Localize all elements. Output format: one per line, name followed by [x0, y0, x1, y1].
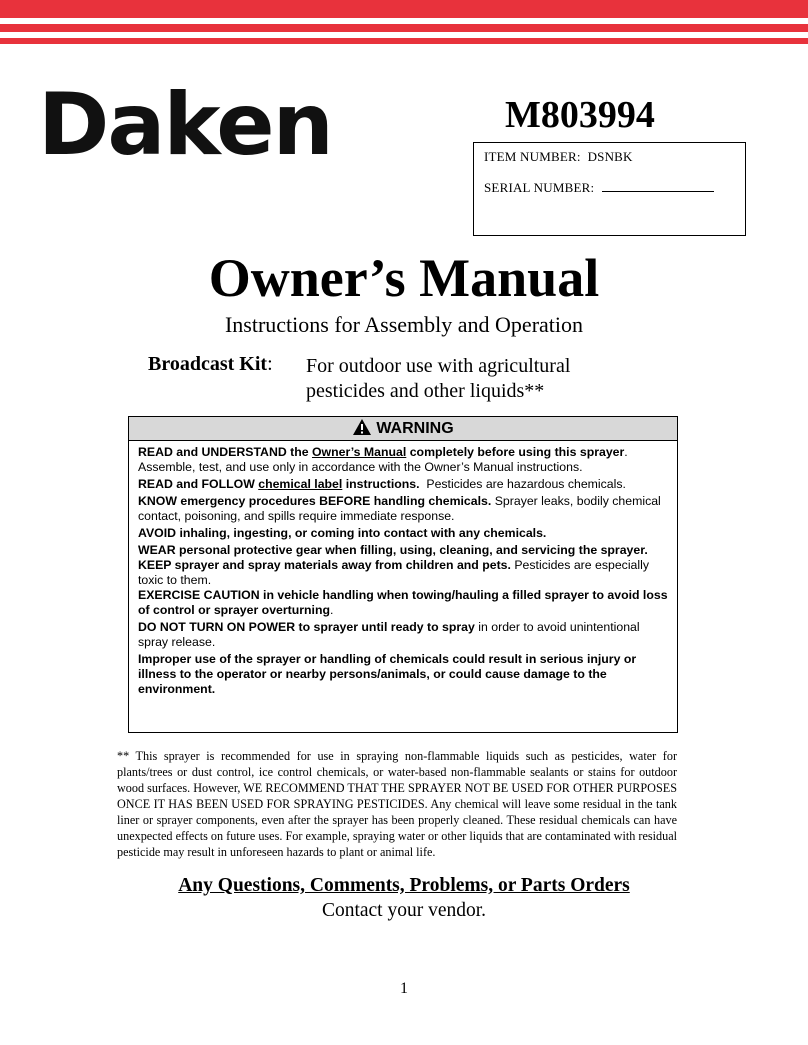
- warning-keep: KEEP sprayer and spray materials away from children and pets. Pesticides are especially toxic to them.: [138, 558, 650, 587]
- warning-power: DO NOT TURN ON POWER to sprayer until ready to spray in order to avoid unintentional spray release.: [138, 620, 640, 649]
- questions-heading: Any Questions, Comments, Problems, or Parts Orders: [178, 875, 630, 896]
- warning-read-manual: READ and UNDERSTAND the Owner’s Manual completely before using this sprayer. Assemble, test, and use only in accordance with the Owner’s Manual instructions.: [138, 445, 628, 474]
- warning-avoid: AVOID inhaling, ingesting, or coming into contact with any chemicals.: [138, 526, 547, 540]
- kit-description: [306, 354, 570, 404]
- kit-label: [148, 353, 273, 376]
- stripe-top: [0, 0, 808, 18]
- chemical-label-ref: chemical label: [258, 477, 343, 491]
- item-info-box: [473, 142, 746, 236]
- warning-emergency: KNOW emergency procedures BEFORE handling chemicals. Sprayer leaks, bodily chemical contact, poisoning, and spills require immediate response.: [138, 494, 661, 523]
- page-subtitle: Instructions for Assembly and Operation: [224, 312, 584, 337]
- daken-logo: Daken: [38, 75, 332, 175]
- warning-header: [129, 417, 677, 441]
- owners-manual-ref: Owner’s Manual: [311, 445, 407, 459]
- footnote: ** This sprayer is recommended for use in spraying non-flammable liquids such as pesticides, water for plants/trees or dust control, ice control chemicals, or water-based non-flammable sealants or stains for outdoor wood surfaces. However, WE RECOMMEND THAT THE SPRAYER NOT BE USED FOR OTHER PURPOSES ONCE IT HAS BEEN USED FOR SPRAYING PESTICIDES. Any chemical will leave some residual in the tank liner or sprayer components, even after the sprayer has been properly cleaned. These residual chemicals can have unexpected effects on future uses. For example, spraying water or other liquids that are contaminated with residual pesticide may result in unforeseen hazards to plant or animal life.: [117, 749, 677, 859]
- stripe-middle: [0, 24, 808, 32]
- serial-number-row: [484, 180, 714, 196]
- kit-desc-line1: For outdoor use with agricultural: [306, 355, 571, 377]
- item-number-label: ITEM NUMBER:: [484, 149, 581, 164]
- warning-caution: EXERCISE CAUTION in vehicle handling when towing/hauling a filled sprayer to avoid loss of control or sprayer overturning.: [138, 588, 668, 617]
- warning-chemical-label: READ and FOLLOW chemical label instructions. Pesticides are hazardous chemicals.: [138, 477, 626, 491]
- stripe-bottom: [0, 38, 808, 44]
- warning-box: [128, 416, 678, 733]
- contact-line: Contact your vendor.: [321, 900, 487, 921]
- kit-name: Broadcast Kit: [148, 353, 268, 375]
- item-number-value: DSNBK: [587, 149, 633, 164]
- warning-heading: WARNING: [376, 420, 454, 437]
- kit-colon: :: [267, 353, 273, 375]
- page-number: 1: [400, 980, 408, 997]
- kit-desc-line2: pesticides and other liquids**: [306, 380, 545, 402]
- warning-triangle-icon: [352, 418, 372, 436]
- page-title: Owner’s Manual: [208, 248, 600, 308]
- warning-body: [129, 441, 677, 697]
- warning-improper-use: Improper use of the sprayer or handling of chemicals could result in serious injury or illness to the operator or nearby persons/animals, or could cause damage to the environment.: [138, 652, 637, 696]
- serial-number-label: SERIAL NUMBER:: [484, 180, 595, 195]
- item-number-row: [484, 149, 633, 165]
- model-number: M803994: [505, 94, 655, 136]
- serial-number-blank: [602, 180, 714, 192]
- warning-wear: WEAR personal protective gear when filling, using, cleaning, and servicing the sprayer.: [138, 543, 648, 557]
